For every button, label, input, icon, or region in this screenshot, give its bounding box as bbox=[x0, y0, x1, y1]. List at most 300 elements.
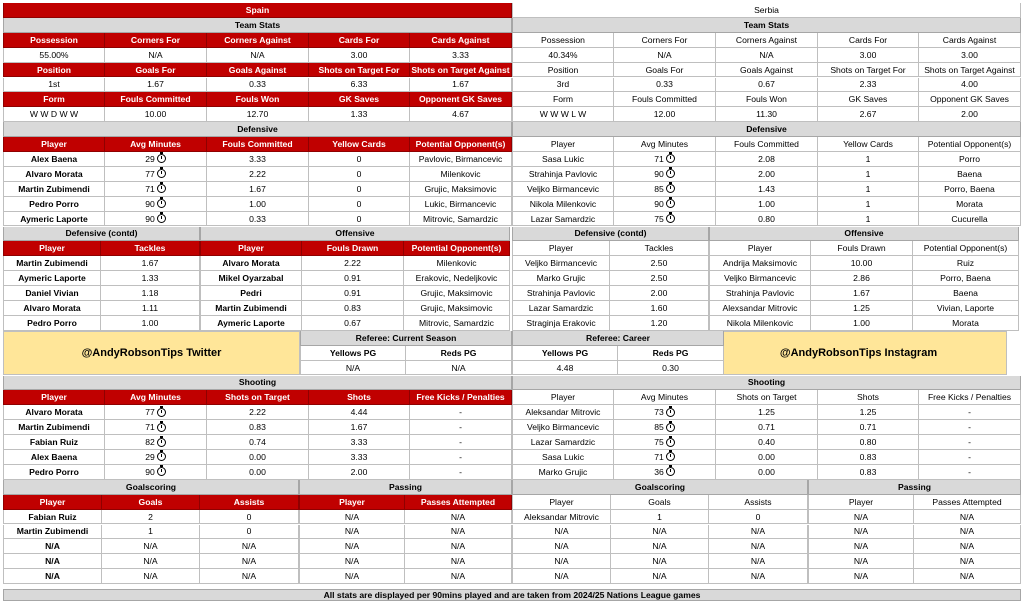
goalscoring-value-text: 1 bbox=[657, 511, 662, 522]
defensive-value bbox=[716, 197, 818, 212]
shooting-header bbox=[105, 390, 207, 405]
shooting-header-text: Shots on Target bbox=[736, 392, 797, 403]
referee-value-row bbox=[512, 361, 724, 376]
team-stat-value bbox=[410, 48, 512, 63]
offensive-heading bbox=[709, 227, 1019, 242]
defensive-value-text: Lukic, Birmancevic bbox=[424, 198, 497, 209]
shooting-value-text: 0.71 bbox=[758, 422, 775, 433]
player-name-text: N/A bbox=[344, 556, 360, 567]
team-stat-header bbox=[105, 92, 207, 107]
team-stat-header bbox=[207, 92, 309, 107]
defensive-value bbox=[716, 152, 818, 167]
defensive-header bbox=[818, 137, 919, 152]
referee-header-text: Yellows PG bbox=[329, 347, 377, 358]
offensive-value bbox=[913, 301, 1019, 316]
shooting-value bbox=[105, 435, 207, 450]
referee-header bbox=[512, 346, 618, 361]
defensive-value-text: 0.80 bbox=[758, 213, 775, 224]
goalscoring-value bbox=[200, 539, 299, 554]
defensive-value bbox=[309, 167, 410, 182]
referee-value bbox=[512, 361, 618, 376]
shooting-value-text: 4.44 bbox=[350, 407, 368, 418]
team-title-row bbox=[512, 3, 1021, 18]
shooting-value bbox=[309, 420, 410, 435]
defensive-header-row bbox=[512, 137, 1021, 152]
offensive-value bbox=[302, 256, 404, 271]
defensive-value bbox=[818, 182, 919, 197]
def-contd-heading bbox=[3, 227, 200, 242]
shooting-header-text: Free Kicks / Penalties bbox=[927, 392, 1012, 403]
social-banner[interactable]: @AndyRobsonTips Instagram bbox=[710, 331, 1007, 376]
defensive-header bbox=[716, 137, 818, 152]
defensive-value-text: Milenkovic bbox=[440, 168, 481, 179]
referee-header-row bbox=[512, 346, 724, 361]
table-row bbox=[512, 271, 709, 286]
stopwatch-icon bbox=[666, 423, 675, 432]
shooting-value-text: - bbox=[968, 437, 971, 448]
defensive-value-text: Pavlovic, Birmancevic bbox=[418, 153, 503, 164]
goalscoring-header bbox=[200, 495, 299, 510]
table-row bbox=[3, 420, 512, 435]
stopwatch-icon bbox=[157, 438, 166, 447]
player-name-text: Marko Grujic bbox=[536, 273, 586, 284]
goalscoring-value bbox=[709, 510, 808, 525]
offensive-value-text: 0.67 bbox=[344, 317, 361, 328]
player-name-text: Sasa Lukic bbox=[541, 451, 585, 462]
defensive-value bbox=[207, 167, 309, 182]
team-stat-header-text: Corners For bbox=[130, 34, 181, 45]
social-banner[interactable]: @AndyRobsonTips Twitter bbox=[3, 331, 300, 376]
player-name bbox=[3, 450, 105, 465]
goalscoring-heading bbox=[512, 480, 808, 495]
defensive-value-text: 2.22 bbox=[249, 168, 266, 179]
team-stat-header bbox=[716, 92, 818, 107]
def-contd-label-text: Defensive (contd) bbox=[65, 228, 138, 239]
table-row bbox=[3, 525, 299, 540]
referee-value-row bbox=[300, 361, 512, 376]
passing-value-text: N/A bbox=[450, 571, 466, 582]
defensive-value-text: 1 bbox=[865, 183, 871, 194]
player-name bbox=[512, 271, 610, 286]
team-stat-header-text: Position bbox=[37, 64, 71, 75]
tackles-value bbox=[101, 316, 200, 331]
player-name bbox=[3, 197, 105, 212]
offensive-value bbox=[811, 286, 913, 301]
player-name bbox=[200, 256, 302, 271]
goalscoring-value-text: N/A bbox=[143, 571, 158, 582]
player-name bbox=[200, 286, 302, 301]
goalscoring-header-text: Player bbox=[549, 496, 574, 507]
defensive-value bbox=[919, 197, 1021, 212]
shooting-value bbox=[818, 450, 919, 465]
tackles-value-text: 1.00 bbox=[141, 317, 159, 328]
player-name bbox=[3, 212, 105, 227]
offensive-value bbox=[811, 271, 913, 286]
team-stat-header-text: Goals Against bbox=[739, 64, 794, 75]
team-stat-value bbox=[818, 78, 919, 93]
passing-label bbox=[808, 480, 1021, 495]
defensive-value bbox=[309, 152, 410, 167]
shooting-header bbox=[309, 390, 410, 405]
team-stat-value bbox=[614, 78, 716, 93]
team-stat-value-text: 4.00 bbox=[961, 79, 978, 90]
shooting-header bbox=[3, 390, 105, 405]
goalscoring-value bbox=[102, 554, 200, 569]
passing-value bbox=[405, 569, 512, 584]
team-stat-value-text: 0.33 bbox=[249, 79, 266, 90]
defensive-value-text: 1 bbox=[865, 198, 871, 209]
player-name-text: N/A bbox=[554, 571, 569, 582]
team-stat-header bbox=[3, 92, 105, 107]
defensive-header-text: Avg Minutes bbox=[130, 139, 181, 150]
goalscoring-header bbox=[611, 495, 709, 510]
player-name bbox=[512, 510, 611, 525]
tackles-value bbox=[610, 286, 709, 301]
player-name-text: N/A bbox=[344, 541, 360, 552]
player-name-text: Martin Zubimendi bbox=[18, 183, 90, 194]
defensive-value bbox=[818, 152, 919, 167]
player-name-text: Alvaro Morata bbox=[25, 168, 83, 179]
referee-heading bbox=[300, 331, 512, 346]
player-name-text: Aleksandar Mitrovic bbox=[525, 407, 601, 418]
goalscoring-value bbox=[200, 510, 299, 525]
player-name bbox=[512, 539, 611, 554]
team-stat-value-text: 2.00 bbox=[961, 109, 978, 120]
passing-value bbox=[405, 510, 512, 525]
tackles-value-text: 1.33 bbox=[141, 273, 159, 284]
shooting-value-text: 77 bbox=[145, 407, 155, 418]
shooting-value-text: 82 bbox=[145, 437, 155, 448]
passing-label-text: Passing bbox=[389, 481, 422, 492]
defensive-value bbox=[410, 182, 512, 197]
tackles-value bbox=[101, 286, 200, 301]
team-stat-value-row bbox=[512, 107, 1021, 122]
player-name-text: N/A bbox=[554, 556, 569, 567]
referee-header-text: Reds PG bbox=[652, 347, 689, 358]
team-stat-value-text: N/A bbox=[148, 49, 163, 60]
defensive-value bbox=[614, 167, 716, 182]
shooting-value-text: - bbox=[968, 451, 971, 462]
goalscoring-header bbox=[102, 495, 200, 510]
offensive-value bbox=[302, 271, 404, 286]
passing-heading bbox=[808, 480, 1021, 495]
team-stat-value-text: 3.00 bbox=[859, 49, 877, 60]
passing-value-text: N/A bbox=[959, 571, 975, 582]
shooting-value-text: - bbox=[968, 407, 971, 418]
defensive-header-text: Potential Opponent(s) bbox=[927, 139, 1012, 150]
goalscoring-header-text: Assists bbox=[744, 496, 772, 507]
stopwatch-icon bbox=[666, 214, 675, 223]
referee-label bbox=[300, 331, 512, 346]
shooting-label bbox=[3, 376, 512, 391]
defensive-header bbox=[919, 137, 1021, 152]
team-stats-label bbox=[512, 18, 1021, 33]
player-name-text: Straginja Erakovic bbox=[526, 317, 596, 328]
shooting-value bbox=[919, 465, 1021, 480]
tackles-value-text: 1.67 bbox=[141, 258, 159, 269]
defensive-value bbox=[207, 197, 309, 212]
stopwatch-icon bbox=[157, 214, 166, 223]
shooting-value bbox=[919, 405, 1021, 420]
team-stat-value bbox=[614, 107, 716, 122]
referee-value bbox=[618, 361, 724, 376]
defensive-value bbox=[410, 212, 512, 227]
team-stat-value-row bbox=[3, 78, 512, 93]
offensive-value-text: 0.83 bbox=[344, 302, 361, 313]
stopwatch-icon bbox=[666, 199, 675, 208]
goalscoring-value bbox=[102, 510, 200, 525]
team-stat-header-text: GK Saves bbox=[338, 94, 380, 105]
table-row bbox=[3, 316, 200, 331]
team-stat-header bbox=[818, 92, 919, 107]
stopwatch-icon bbox=[666, 408, 675, 417]
goalscoring-header bbox=[709, 495, 808, 510]
shooting-label-text: Shooting bbox=[238, 377, 277, 388]
tackles-value bbox=[610, 301, 709, 316]
passing-value bbox=[405, 554, 512, 569]
shooting-value bbox=[309, 435, 410, 450]
table-row bbox=[512, 569, 808, 584]
shooting-value bbox=[410, 450, 512, 465]
player-name bbox=[512, 167, 614, 182]
referee-value-text: 0.30 bbox=[662, 362, 679, 373]
def-contd-heading bbox=[512, 227, 709, 242]
shooting-header-text: Avg Minutes bbox=[640, 392, 689, 403]
table-row bbox=[512, 167, 1021, 182]
shooting-value bbox=[207, 435, 309, 450]
tackles-value bbox=[610, 256, 709, 271]
player-name-text: Lazar Samardzic bbox=[530, 213, 596, 224]
offensive-value bbox=[811, 316, 913, 331]
player-name bbox=[808, 554, 914, 569]
defensive-value-text: Cucurella bbox=[951, 213, 988, 224]
passing-value-text: N/A bbox=[450, 511, 466, 522]
table-row bbox=[200, 271, 510, 286]
player-name-text: N/A bbox=[853, 541, 869, 552]
player-name bbox=[3, 286, 101, 301]
passing-label-text: Passing bbox=[898, 481, 931, 492]
offensive-value-text: Morata bbox=[952, 317, 979, 328]
passing-value bbox=[914, 525, 1021, 540]
goalscoring-value-text: N/A bbox=[143, 541, 158, 552]
team-stat-value bbox=[3, 107, 105, 122]
player-name-text: Strahinja Pavlovic bbox=[528, 168, 598, 179]
table-row bbox=[200, 316, 510, 331]
referee-value-text: 4.48 bbox=[556, 362, 574, 373]
shooting-header bbox=[614, 390, 716, 405]
player-name bbox=[3, 465, 105, 480]
team-stats-label-text: Team Stats bbox=[234, 19, 281, 30]
player-name bbox=[709, 271, 811, 286]
table-row bbox=[3, 554, 299, 569]
passing-header-text: Passes Attempted bbox=[932, 496, 1002, 507]
referee-label-text: Referee: Current Season bbox=[355, 332, 457, 343]
table-row bbox=[512, 539, 808, 554]
player-name bbox=[709, 316, 811, 331]
player-name bbox=[512, 316, 610, 331]
stopwatch-icon bbox=[666, 169, 675, 178]
stats-sheet bbox=[3, 3, 1021, 601]
player-name-text: Veljko Birmancevic bbox=[526, 183, 600, 194]
table-row bbox=[3, 301, 200, 316]
offensive-value bbox=[302, 316, 404, 331]
defensive-value-text: 90 bbox=[145, 198, 155, 209]
passing-header-row bbox=[808, 495, 1021, 510]
stopwatch-icon bbox=[157, 154, 166, 163]
shooting-value-text: - bbox=[459, 422, 462, 433]
table-row bbox=[512, 301, 709, 316]
goalscoring-value-text: 0 bbox=[246, 511, 252, 522]
shooting-header bbox=[207, 390, 309, 405]
referee-label bbox=[512, 331, 724, 346]
tackles-value-text: 1.11 bbox=[141, 302, 159, 313]
team-stat-header bbox=[410, 33, 512, 48]
shooting-value-text: - bbox=[968, 466, 971, 477]
shooting-value-text: - bbox=[459, 466, 462, 477]
defensive-value bbox=[309, 182, 410, 197]
team-stat-value-text: 0.67 bbox=[758, 79, 775, 90]
offensive-value-text: 0.91 bbox=[344, 273, 361, 284]
team-stat-value-text: 6.33 bbox=[350, 79, 368, 90]
offensive-value-text: 2.22 bbox=[344, 258, 361, 269]
shooting-header-text: Shots bbox=[347, 392, 371, 403]
def-contd-label-text: Defensive (contd) bbox=[574, 228, 647, 239]
team-stat-header-text: Corners Against bbox=[735, 34, 798, 45]
offensive-value bbox=[302, 301, 404, 316]
referee-header bbox=[300, 346, 406, 361]
defensive-value bbox=[309, 197, 410, 212]
offensive-value bbox=[302, 286, 404, 301]
shooting-value-text: 0.00 bbox=[758, 466, 775, 477]
goalscoring-value-text: 0 bbox=[246, 526, 252, 537]
team-stat-header-text: Shots on Target For bbox=[318, 64, 400, 75]
player-name bbox=[512, 450, 614, 465]
shooting-value bbox=[410, 405, 512, 420]
offensive-value-text: 1.67 bbox=[853, 288, 870, 299]
defensive-value-text: Porro, Baena bbox=[944, 183, 995, 194]
team-stat-value-text: N/A bbox=[657, 49, 672, 60]
shooting-value bbox=[614, 420, 716, 435]
defensive-header-text: Player bbox=[550, 139, 576, 150]
player-name-text: Martin Zubimendi bbox=[215, 302, 287, 313]
offensive-value-text: Ruiz bbox=[956, 258, 975, 269]
player-name bbox=[3, 316, 101, 331]
goalscoring-header-row bbox=[512, 495, 808, 510]
team-stat-value-text: 40.34% bbox=[548, 49, 578, 60]
goalscoring-value bbox=[200, 525, 299, 540]
offensive-heading bbox=[200, 227, 510, 242]
table-row bbox=[512, 525, 808, 540]
passing-value-text: N/A bbox=[450, 541, 466, 552]
shooting-value bbox=[105, 465, 207, 480]
team-stat-header-row bbox=[3, 33, 512, 48]
player-name-text: Aymeric Laporte bbox=[20, 213, 88, 224]
shooting-label-text: Shooting bbox=[747, 377, 786, 388]
player-name bbox=[808, 569, 914, 584]
team-stat-value bbox=[818, 48, 919, 63]
shooting-header bbox=[410, 390, 512, 405]
defensive-value-text: 0 bbox=[356, 198, 362, 209]
tackles-value-text: 1.20 bbox=[650, 317, 668, 328]
table-row bbox=[299, 510, 512, 525]
defensive-value-text: 71 bbox=[145, 183, 155, 194]
shooting-value-text: 0.00 bbox=[249, 451, 266, 462]
stopwatch-icon bbox=[157, 467, 166, 476]
shooting-value-text: 90 bbox=[145, 466, 155, 477]
goalscoring-value bbox=[709, 569, 808, 584]
shooting-value bbox=[818, 420, 919, 435]
team-stat-header bbox=[818, 63, 919, 78]
shooting-value-text: 73 bbox=[654, 407, 664, 418]
table-row bbox=[299, 525, 512, 540]
goalscoring-header bbox=[512, 495, 611, 510]
table-row bbox=[512, 435, 1021, 450]
table-row bbox=[3, 569, 299, 584]
team-stat-header bbox=[716, 63, 818, 78]
goalscoring-value bbox=[611, 569, 709, 584]
defensive-value bbox=[919, 212, 1021, 227]
team-stat-header-text: GK Saves bbox=[848, 94, 888, 105]
team-stat-header-text: Position bbox=[547, 64, 579, 75]
passing-header-row bbox=[299, 495, 512, 510]
shooting-value-text: 0.83 bbox=[859, 466, 877, 477]
offensive-value bbox=[811, 301, 913, 316]
defensive-value-text: 1.67 bbox=[249, 183, 266, 194]
defensive-value bbox=[614, 152, 716, 167]
team-stat-value bbox=[919, 48, 1021, 63]
player-name bbox=[299, 539, 405, 554]
table-row bbox=[3, 539, 299, 554]
shooting-value bbox=[716, 450, 818, 465]
shooting-value-text: 1.25 bbox=[758, 407, 775, 418]
offensive-header bbox=[709, 241, 811, 256]
goalscoring-label-text: Goalscoring bbox=[634, 481, 686, 492]
player-name bbox=[808, 539, 914, 554]
shooting-value-text: 0.74 bbox=[249, 437, 266, 448]
player-name bbox=[3, 525, 102, 540]
defensive-header-row bbox=[3, 137, 512, 152]
shooting-value bbox=[716, 435, 818, 450]
team-stat-value bbox=[716, 78, 818, 93]
defensive-value bbox=[105, 152, 207, 167]
defensive-value bbox=[410, 152, 512, 167]
defensive-value-text: Mitrovic, Samardzic bbox=[423, 213, 498, 224]
player-name-text: N/A bbox=[853, 556, 869, 567]
shooting-value bbox=[919, 435, 1021, 450]
table-row bbox=[512, 450, 1021, 465]
team-stat-value bbox=[818, 107, 919, 122]
team-stat-value-text: 1.67 bbox=[452, 79, 469, 90]
shooting-header bbox=[919, 390, 1021, 405]
shooting-value bbox=[410, 420, 512, 435]
team-stat-header bbox=[614, 63, 716, 78]
defensive-value bbox=[105, 212, 207, 227]
shooting-value-text: 3.33 bbox=[350, 437, 368, 448]
defensive-value-text: 90 bbox=[654, 198, 664, 209]
player-name bbox=[512, 420, 614, 435]
goalscoring-value bbox=[200, 554, 299, 569]
team-stat-value bbox=[614, 48, 716, 63]
defensive-value-text: 1 bbox=[865, 153, 871, 164]
goalscoring-value-text: N/A bbox=[241, 556, 257, 567]
offensive-header-text: Fouls Drawn bbox=[837, 243, 886, 254]
offensive-value-text: Vivian, Laporte bbox=[936, 302, 995, 313]
team-stat-value bbox=[309, 48, 410, 63]
def-contd-header-text: Player bbox=[548, 243, 574, 254]
offensive-value-text: Erakovic, Nedeljkovic bbox=[415, 273, 498, 284]
defensive-value-text: 90 bbox=[145, 213, 155, 224]
passing-header bbox=[405, 495, 512, 510]
